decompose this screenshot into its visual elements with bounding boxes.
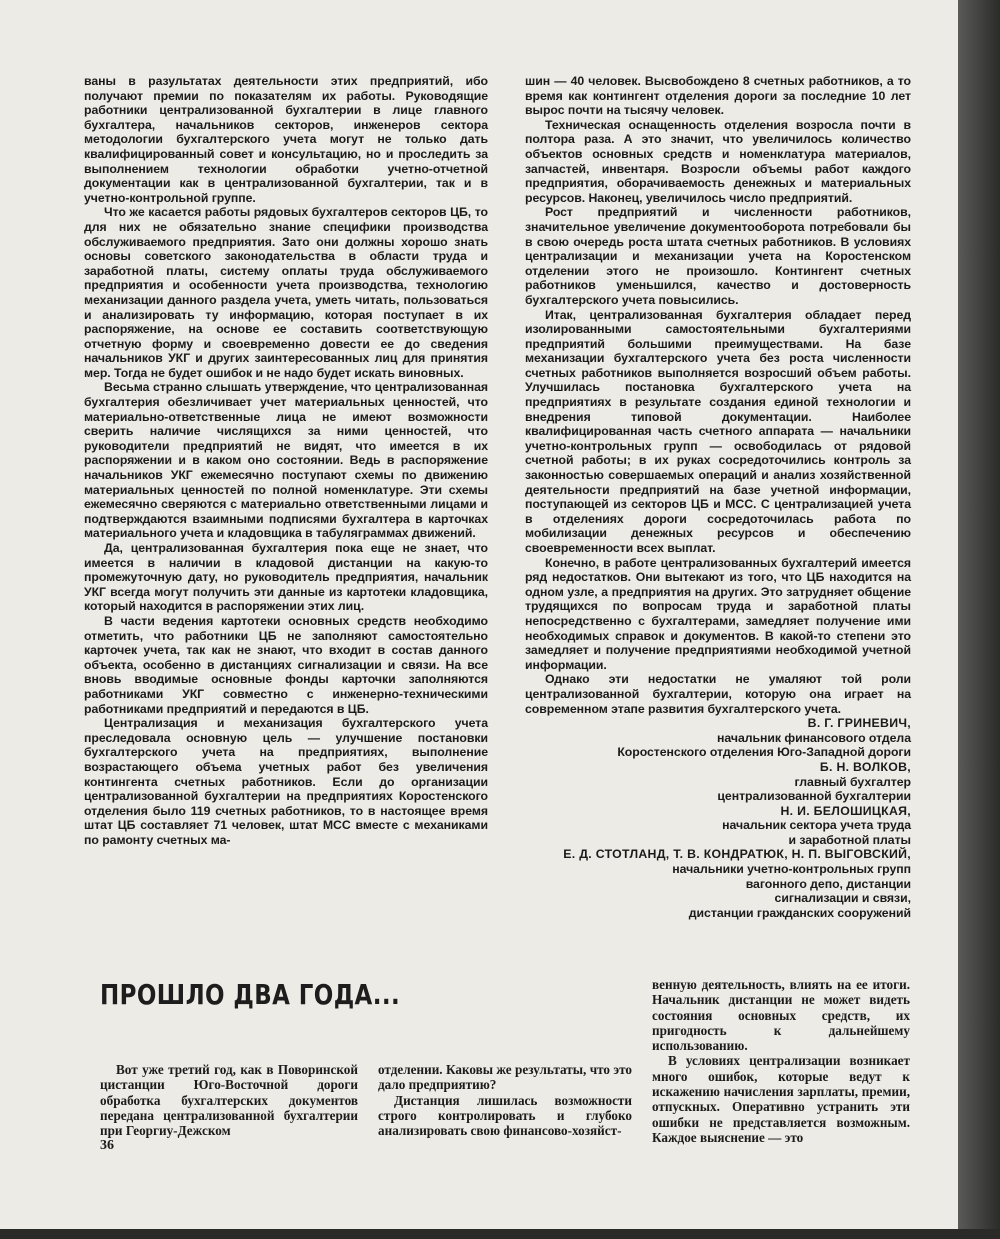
paragraph: Да, централизованная бухгалтерия пока еще не знает, что имеется в наличии в кладовой дистанции на какую-то промежуточную дату, но руководитель предприятия, начальник УКГ всегда могут получить эти данные из картотеки кладовщика, который находится в распоряжении этих лиц. — [84, 541, 488, 614]
paragraph: Дистанция лишилась возможности строго контролировать и глубоко анализировать свою финансово-хозяйст- — [378, 1092, 632, 1139]
paragraph: шин — 40 человек. Высвобождено 8 счетных работников, а то время как контингент отделения дороги за последние 10 лет вырос почти на тысячу человек. — [525, 74, 911, 118]
paragraph: Весьма странно слышать утверждение, что централизованная бухгалтерия обезличивает учет материальных ценностей, что материально-ответственные лица не имеют возможности сверить наличие числящихся за ними ценностей, что руководители предприятий не видят, что имеется в их распоряжении и в каком оно состоянии. Ведь в распоряжение начальников УКГ ежемесячно поступают схемы по движению материальных ценностей по полной номенклатуре. Эти схемы ежемесячно сверяются с материально ответственными лицами и подтверждаются взаимными подписями бухгалтера в карточках материального учета и кладовщика в табуляграммах движений. — [84, 380, 488, 541]
article-column-right — [525, 74, 911, 920]
author-name: В. Г. ГРИНЕВИЧ, — [807, 716, 911, 731]
paragraph: Вот уже третий год, как в Поворинской цистанции Юго-Восточной дороги обработка бухгалтерских документов передана централизованной бухгалтерии при Георгиу-Дежском — [100, 1062, 358, 1139]
author-title: начальники учетно-контрольных групп — [672, 862, 911, 877]
paragraph: Конечно, в работе централизованных бухгалтерий имеется ряд недостатков. Они вытекают из того, что ЦБ находится на одном узле, а предприятия на других. Это затрудняет общение трудящихся по вопросам труда и заработной платы непосредственно с бухгалтерами, замедляет получение ими необходимых справок и документов. В какой-то степени это замедляет и получение предприятиями необходимой учетной информации. — [525, 555, 911, 672]
article2-column-1 — [100, 1062, 358, 1138]
scan-edge-bottom — [0, 1229, 1000, 1239]
author-name: Е. Д. СТОТЛАНД, Т. В. КОНДРАТЮК, Н. П. ВЫГОВСКИЙ, — [563, 847, 911, 862]
author-title: Коростенского отделения Юго-Западной дороги — [617, 745, 911, 760]
scan-edge — [958, 0, 1000, 1239]
paragraph: Итак, централизованная бухгалтерия обладает перед изолированными самостоятельными бухгалтериями предприятий большими преимуществами. На базе механизации бухгалтерского учета без роста численности счетных работников выполняется возросший объем работы. Улучшилась постановка бухгалтерского учета на предприятиях в результате создания единой технологии и внедрения типовой документации. Наиболее квалифицированная часть счетного аппарата — начальники учетно-контрольных групп — освободилась от рядовой счетной работы; в их руках сосредоточились контроль за законностью совершаемых операций и анализ хозяйственной деятельности предприятий на базе учетной информации, поступающей из секторов ЦБ и МСС. С централизацией учета в отделениях дороги сосредоточилась работа по мобилизации денежных ресурсов и обеспечению своевременности всех выплат. — [525, 307, 911, 555]
author-title: начальник сектора учета труда — [722, 818, 911, 833]
author-name: Н. И. БЕЛОШИЦКАЯ, — [780, 803, 911, 818]
author-title: главный бухгалтер — [794, 774, 911, 789]
paragraph: Однако эти недостатки не умаляют той роли централизованной бухгалтерии, которую она играет на современном этапе развития бухгалтерского учета. — [525, 672, 911, 716]
author-title: вагонного депо, дистанции — [745, 876, 911, 891]
article2-column-2 — [378, 1062, 632, 1138]
page-number: 36 — [100, 1138, 114, 1153]
article-headline: ПРОШЛО ДВА ГОДА... — [100, 978, 401, 1011]
author-title: начальник финансового отдела — [717, 730, 911, 745]
author-title: и заработной платы — [788, 832, 911, 847]
author-title: централизованной бухгалтерии — [717, 789, 911, 804]
author-signatures — [525, 716, 911, 920]
paragraph: отделении. Каковы же результаты, что это дало предприятию? — [378, 1062, 632, 1093]
paragraph: Что же касается работы рядовых бухгалтеров секторов ЦБ, то для них не обязательно знание специфики производства обслуживаемого предприятия. Зато они должны хорошо знать основы советского законодательства в области труда и заработной платы, систему оплаты труда обслуживаемого предприятия и особенности учета производства, технологию механизации данного раздела учета, уметь читать, пользоваться и анализировать ту информацию, которая поступает в их распоряжение, на основе ее составить соответствующую отчетную форму и своевременно довести ее до сведения начальников УКГ и других заинтересованных лиц для принятия мер. Тогда не будет ошибок и не надо будет искать виновных. — [84, 205, 488, 380]
author-title: сигнализации и связи, — [774, 891, 911, 906]
paragraph: ваны в разультатах деятельности этих предприятий, ибо получают премии по показателям их работы. Руководящие работники централизованной бухгалтерии в лице главного бухгалтера, начальников секторов, инженеров сектора методологии бухгалтерского учета могут не только дать квалифицированный совет и консультацию, но и проследить за выполнением технологии обработки учетно-отчетной документации как в централизованной бухгалтерии, так и в учетно-контрольной группе. — [84, 74, 488, 205]
article2-column-3 — [652, 977, 910, 1145]
author-title: дистанции гражданских сооружений — [688, 905, 911, 920]
paragraph: венную деятельность, влиять на ее итоги. Начальник дистанции не может видеть состояния основных средств, их пригодность к дальнейшему использованию. — [652, 977, 910, 1054]
paragraph: Рост предприятий и численности работников, значительное увеличение документооборота потребовали бы в свою очередь роста штата счетных работников. В условиях централизации и механизации учета на Коростенском отделении этого не произошло. Контингент счетных работников уменьшился, качество и достоверность бухгалтерского учета повысились. — [525, 205, 911, 307]
article-column-left — [84, 74, 488, 847]
author-name: Б. Н. ВОЛКОВ, — [819, 759, 911, 774]
paragraph: Техническая оснащенность отделения возросла почти в полтора раза. А это значит, что увеличилось количество объектов основных средств и номенклатура материалов, запчастей, инвентаря. Возросли объемы работ каждого предприятия, оборачиваемость денежных и материальных ресурсов. Наконец, увеличилось число предприятий. — [525, 117, 911, 205]
paragraph: Централизация и механизация бухгалтерского учета преследовала основную цель — улучшение постановки бухгалтерского учета на предприятиях, выполнение возрастающего объема учетных работ без увеличения контингента счетных работников. Если до организации централизованной бухгалтерии на предприятиях Коростенского отделения было 119 счетных работников, то в настоящее время штат ЦБ составляет 71 человек, штат МСС вместе с механиками по рамонту счетных ма- — [84, 716, 488, 847]
paragraph: В условиях централизации возникает много ошибок, которые ведут к искажению начисления зарплаты, премии, отпускных. Оперативно устранить эти ошибки не представляется возможным. Каждое выяснение — это — [652, 1053, 910, 1145]
paragraph: В части ведения картотеки основных средств необходимо отметить, что работники ЦБ не заполняют самостоятельно карточек учета, так как не знают, что входит в состав данного объекта, особенно в дистанциях сигнализации и связи. На все вновь вводимые основные фонды карточки заполняются работниками УКГ совместно с инженерно-техническими работниками предприятий и передаются в ЦБ. — [84, 613, 488, 716]
